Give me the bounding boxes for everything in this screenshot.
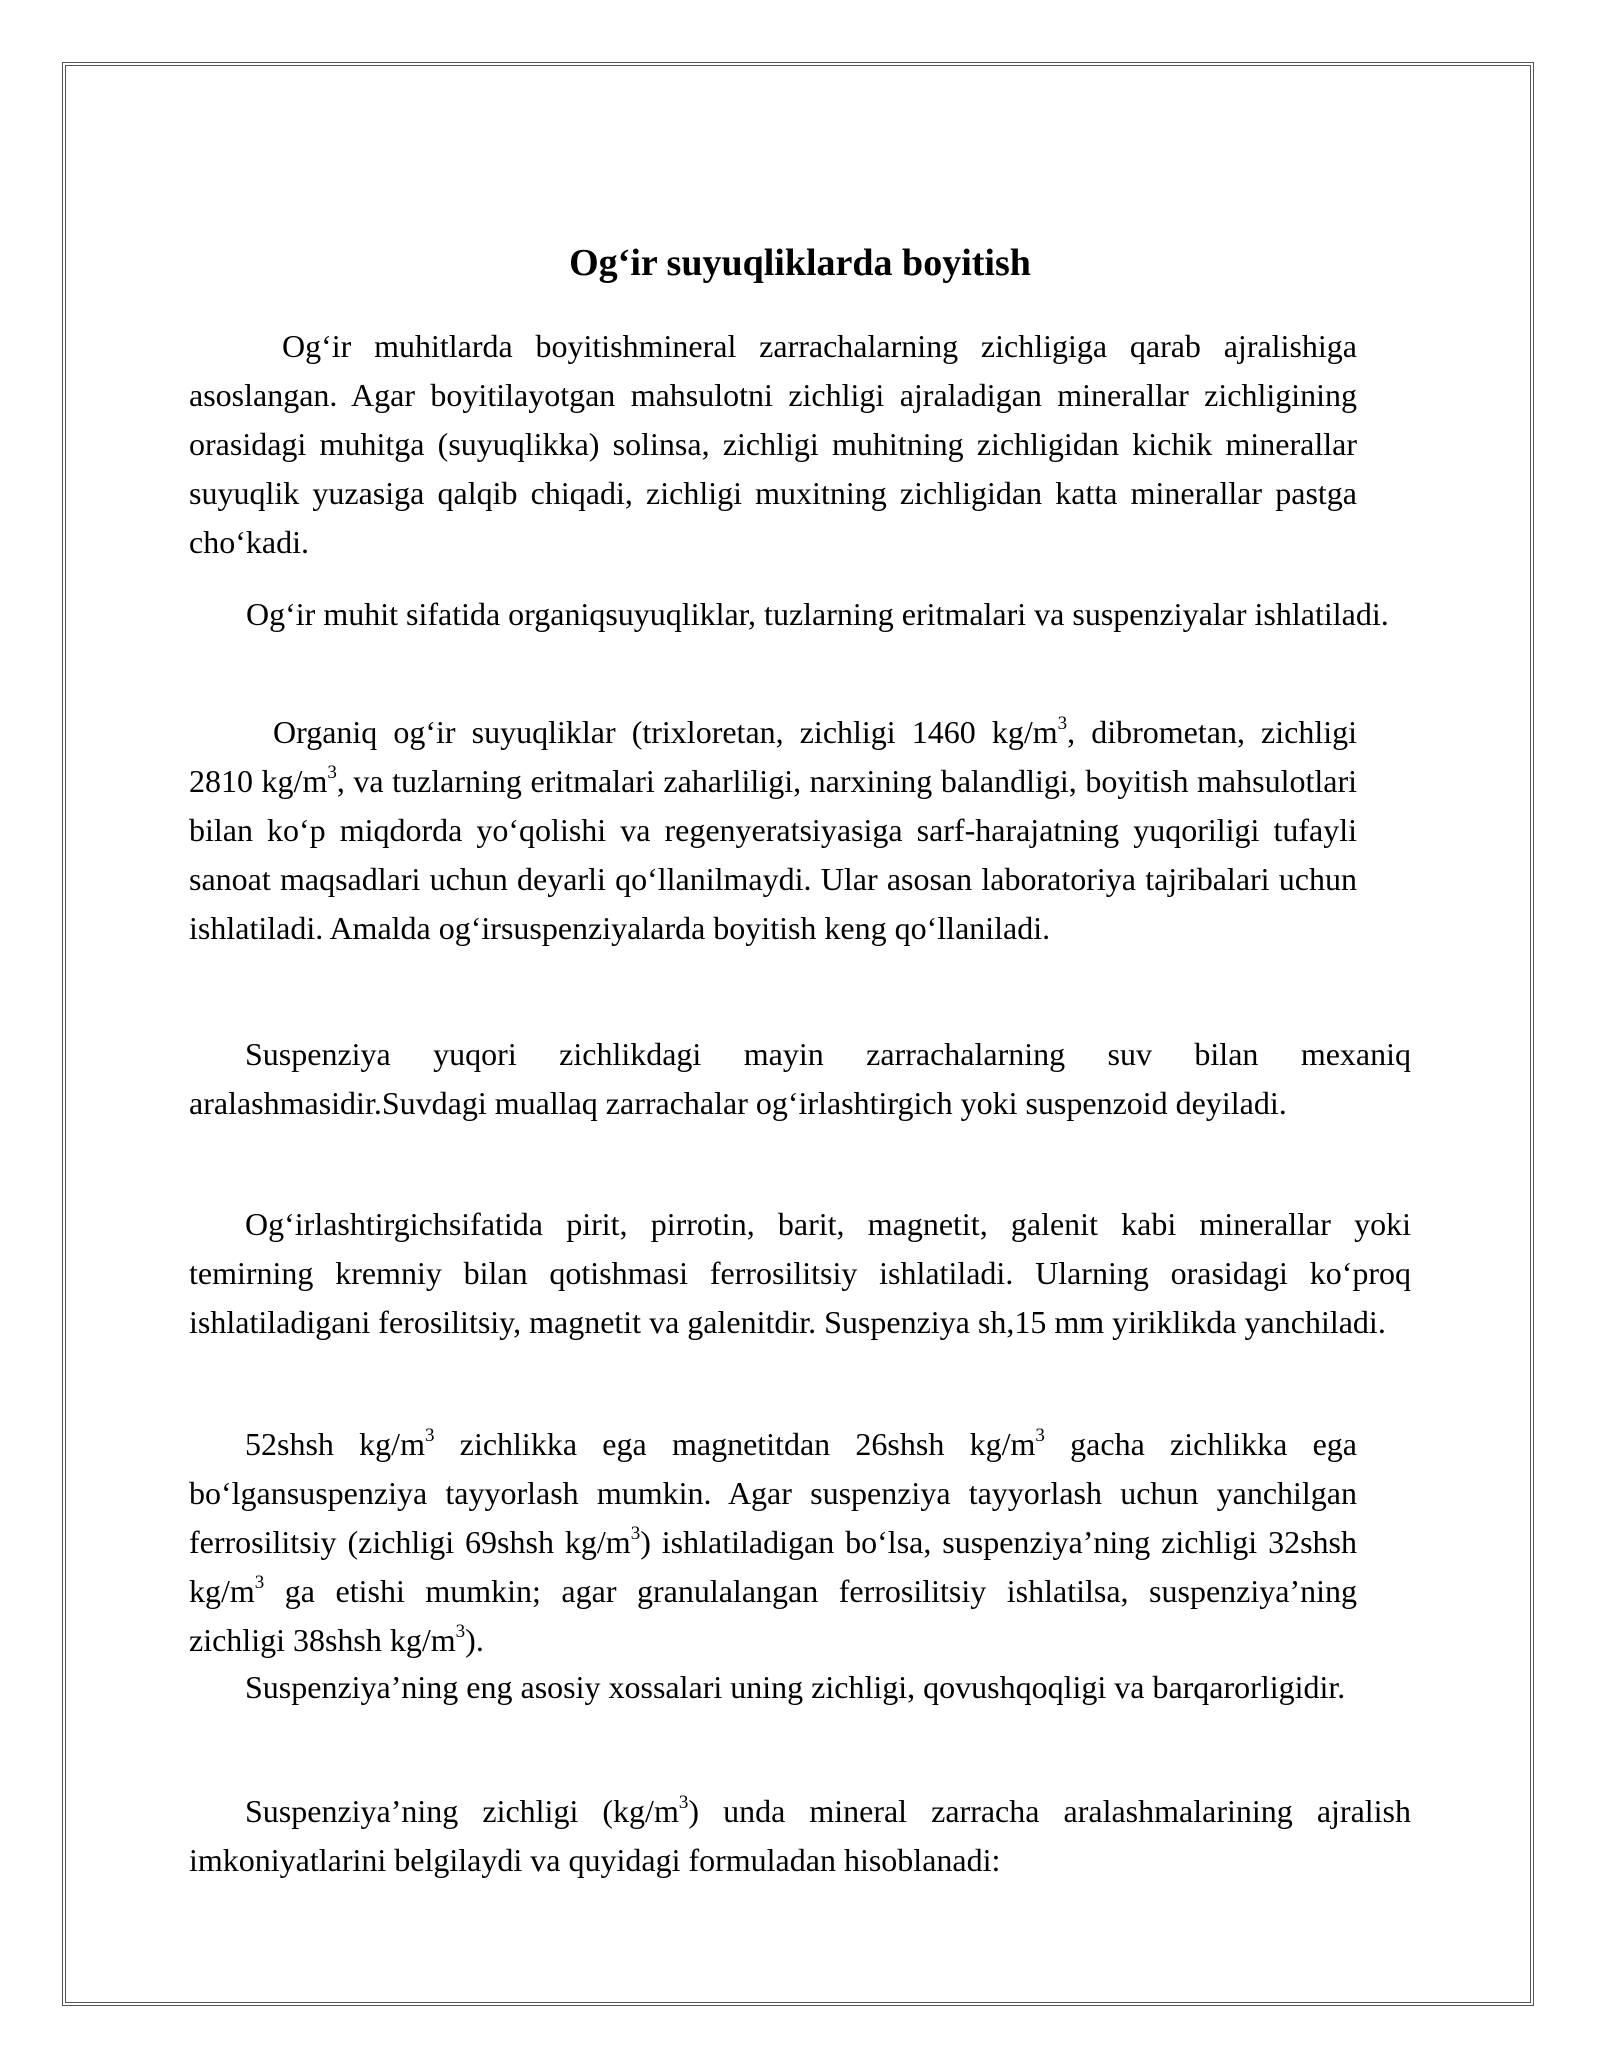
paragraph-4: Suspenziya yuqori zichlikdagi mayin zarrachalarning suv bilan mexaniq aralashmasidir.Suvdagi muallaq zarrachalar og‘irlashtirgich yoki suspenzoid deyiladi. bbox=[189, 1036, 1411, 1121]
paragraph-3: Organiq og‘ir suyuqliklar (trixloretan, zichligi 1460 $kg/m^3$, dibrometan, zichligi 2810 $kg/m^3$, va tuzlarning eritmalari zaharliligi, narxining balandligi, boyitish mahsulotlari bilan ko‘p miqdorda yo‘qolishi va regenyeratsiyasiga sarf-harajatning yuqoriligi tufayli sanoat maqsadlari uchun deyarli qo‘llanilmaydi. Ular asosan laboratoriya tajribalari uchun ishlatiladi. Amalda og‘irsuspenziyalarda boyitish keng qo‘llaniladi. bbox=[189, 712, 1358, 946]
paragraph-6: 52shsh $kg/m^3$ zichlikka ega magnetitdan 26shsh $kg/m^3$ gacha zichlikka ega bo‘lgansuspenziya tayyorlash mumkin. Agar suspenziya tayyorlash uchun yanchilgan ferrosilitsiy (zichligi 69shsh $kg/m^3$) ishlatiladigan bo‘lsa, suspenziya’ning zichligi 32shsh $kg/m^3$ ga etishi mumkin; agar granulalangan ferrosilitsiy ishlatilsa, suspenziya’ning zichligi 38shsh $kg/m^3$). bbox=[189, 1424, 1358, 1658]
paragraph-8: Suspenziya’ning zichligi $(kg/m^3)$ unda mineral zarracha aralashmalarining ajralish imkoniyatlarini belgilaydi va quyidagi formuladan hisoblanadi: bbox=[189, 1791, 1412, 1878]
paragraph-1: Og‘ir muhitlarda boyitishmineral zarrachalarning zichligiga qarab ajralishiga asoslangan. Agar boyitilayotgan mahsulotni zichligi ajraladigan minerallar zichligining orasidagi muhitga (suyuqlikka) solinsa, zichligi muhitning zichligidan kichik minerallar suyuqlik yuzasiga qalqib chiqadi, zichligi muxitning zichligidan katta minerallar pastga cho‘kadi. bbox=[189, 328, 1357, 560]
paragraph-5: Og‘irlashtirgichsifatida pirit, pirrotin, barit, magnetit, galenit kabi minerallar yoki temirning kremniy bilan qotishmasi ferrosilitsiy ishlatiladi. Ularning orasidagi ko‘proq ishlatiladigani ferosilitsiy, magnetit va galenitdir. Suspenziya sh,15 mm yiriklikda yanchiladi. bbox=[189, 1206, 1411, 1340]
document-title: Og‘ir suyuqliklarda boyitish bbox=[569, 242, 1031, 284]
paragraph-7: Suspenziya’ning eng asosiy xossalari uning zichligi, qovushqoqligi va barqarorligidir. bbox=[245, 1669, 1346, 1705]
paragraph-2: Og‘ir muhit sifatida organiqsuyuqliklar, tuzlarning eritmalari va suspenziyalar ishlatiladi. bbox=[246, 596, 1389, 632]
